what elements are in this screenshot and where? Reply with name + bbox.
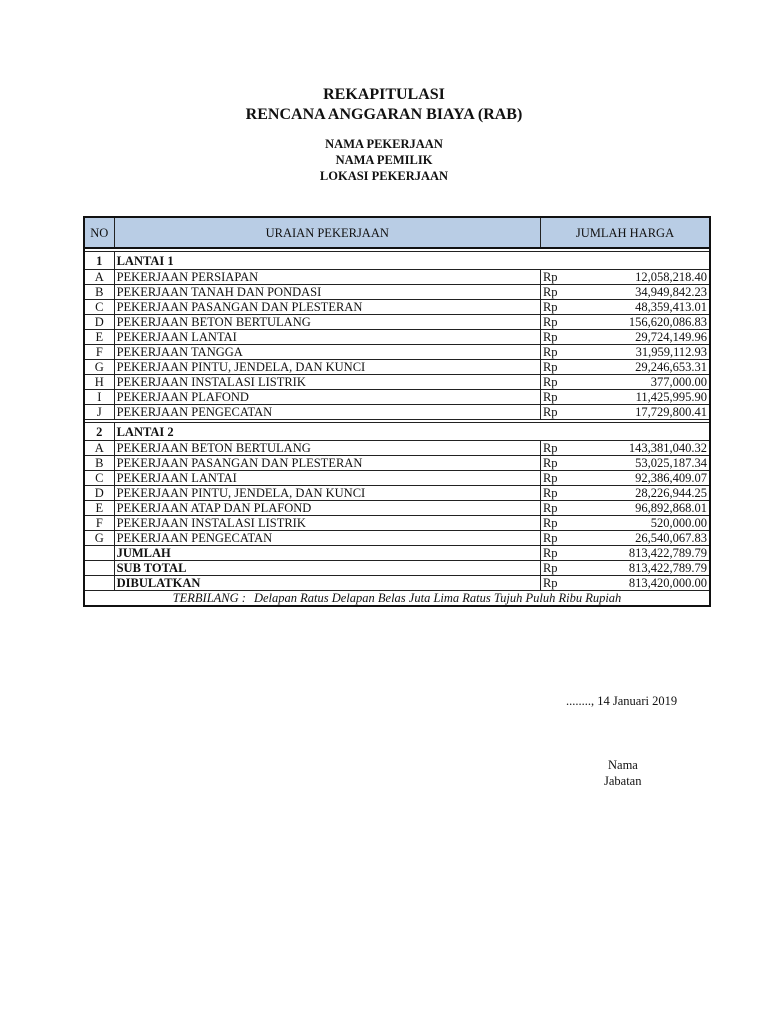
table-row (84, 330, 710, 345)
currency-label: Rp (540, 561, 570, 576)
item-amount: 11,425,995.90 (571, 390, 710, 405)
table-row (84, 501, 710, 516)
item-description: PEKERJAAN PASANGAN DAN PLESTERAN (114, 300, 540, 315)
total-row (84, 546, 710, 561)
item-amount: 12,058,218.40 (571, 270, 710, 285)
item-amount: 17,729,800.41 (571, 405, 710, 420)
item-amount: 26,540,067.83 (571, 531, 710, 546)
project-name-label: NAMA PEKERJAAN (325, 137, 443, 151)
total-label: SUB TOTAL (114, 561, 540, 576)
currency-label: Rp (540, 330, 570, 345)
currency-label: Rp (540, 531, 570, 546)
item-code: H (84, 375, 114, 390)
total-no (84, 546, 114, 561)
project-location-label: LOKASI PEKERJAAN (319, 169, 449, 183)
section-name: LANTAI 2 (114, 423, 710, 441)
column-header-no: NO (84, 217, 114, 248)
item-description: PEKERJAAN PENGECATAN (114, 405, 540, 420)
item-amount: 96,892,868.01 (571, 501, 710, 516)
item-amount: 29,724,149.96 (571, 330, 710, 345)
currency-label: Rp (540, 375, 570, 390)
currency-label: Rp (540, 486, 570, 501)
owner-name-label: NAMA PEMILIK (335, 153, 433, 167)
table-row (84, 300, 710, 315)
table-row (84, 360, 710, 375)
table-row (84, 345, 710, 360)
item-code: D (84, 315, 114, 330)
terbilang-row (84, 591, 710, 607)
table-row (84, 375, 710, 390)
item-code: E (84, 501, 114, 516)
item-amount: 34,949,842.23 (571, 285, 710, 300)
currency-label: Rp (540, 471, 570, 486)
item-description: PEKERJAAN PENGECATAN (114, 531, 540, 546)
item-description: PEKERJAAN PINTU, JENDELA, DAN KUNCI (114, 360, 540, 375)
item-description: PEKERJAAN LANTAI (114, 330, 540, 345)
currency-label: Rp (540, 360, 570, 375)
section-number: 2 (84, 423, 114, 441)
terbilang-cell (84, 591, 710, 607)
section-name: LANTAI 1 (114, 252, 710, 270)
item-amount: 520,000.00 (571, 516, 710, 531)
item-amount: 53,025,187.34 (571, 456, 710, 471)
item-description: PEKERJAAN TANGGA (114, 345, 540, 360)
item-amount: 92,386,409.07 (571, 471, 710, 486)
table-row (84, 315, 710, 330)
terbilang-label: TERBILANG : (172, 591, 246, 605)
item-description: PEKERJAAN BETON BERTULANG (114, 441, 540, 456)
item-description: PEKERJAAN TANAH DAN PONDASI (114, 285, 540, 300)
item-amount: 31,959,112.93 (571, 345, 710, 360)
signature-date: ........, 14 Januari 2019 (566, 694, 678, 708)
item-amount: 29,246,653.31 (571, 360, 710, 375)
table-row (84, 486, 710, 501)
table-row (84, 516, 710, 531)
currency-label: Rp (540, 270, 570, 285)
item-code: F (84, 516, 114, 531)
item-code: B (84, 456, 114, 471)
currency-label: Rp (540, 546, 570, 561)
currency-label: Rp (540, 441, 570, 456)
item-amount: 48,359,413.01 (571, 300, 710, 315)
item-code: F (84, 345, 114, 360)
item-amount: 156,620,086.83 (571, 315, 710, 330)
total-row (84, 576, 710, 591)
table-row (84, 456, 710, 471)
item-description: PEKERJAAN INSTALASI LISTRIK (114, 516, 540, 531)
item-code: G (84, 360, 114, 375)
item-code: J (84, 405, 114, 420)
item-code: E (84, 330, 114, 345)
total-amount: 813,420,000.00 (571, 576, 710, 591)
item-code: G (84, 531, 114, 546)
rab-summary-table (83, 216, 711, 607)
currency-label: Rp (540, 315, 570, 330)
item-amount: 377,000.00 (571, 375, 710, 390)
item-description: PEKERJAAN PERSIAPAN (114, 270, 540, 285)
table-row (84, 471, 710, 486)
total-label: JUMLAH (114, 546, 540, 561)
section-number: 1 (84, 252, 114, 270)
item-description: PEKERJAAN INSTALASI LISTRIK (114, 375, 540, 390)
item-code: D (84, 486, 114, 501)
item-code: B (84, 285, 114, 300)
item-code: C (84, 300, 114, 315)
currency-label: Rp (540, 345, 570, 360)
total-amount: 813,422,789.79 (571, 561, 710, 576)
currency-label: Rp (540, 576, 570, 591)
section-row (84, 252, 710, 270)
currency-label: Rp (540, 405, 570, 420)
signatory-name: Nama (608, 758, 638, 772)
item-description: PEKERJAAN BETON BERTULANG (114, 315, 540, 330)
item-description: PEKERJAAN LANTAI (114, 471, 540, 486)
section-row (84, 423, 710, 441)
item-code: I (84, 390, 114, 405)
table-row (84, 441, 710, 456)
item-code: C (84, 471, 114, 486)
total-row (84, 561, 710, 576)
item-description: PEKERJAAN PASANGAN DAN PLESTERAN (114, 456, 540, 471)
currency-label: Rp (540, 300, 570, 315)
document-subtitle: RENCANA ANGGARAN BIAYA (RAB) (245, 106, 523, 123)
item-code: A (84, 270, 114, 285)
total-label: DIBULATKAN (114, 576, 540, 591)
terbilang-text: Delapan Ratus Delapan Belas Juta Lima Ratus Tujuh Puluh Ribu Rupiah (253, 591, 622, 605)
column-header-uraian: URAIAN PEKERJAAN (114, 217, 540, 248)
total-amount: 813,422,789.79 (571, 546, 710, 561)
total-no (84, 576, 114, 591)
currency-label: Rp (540, 516, 570, 531)
document-title: REKAPITULASI (323, 86, 445, 103)
item-description: PEKERJAAN ATAP DAN PLAFOND (114, 501, 540, 516)
table-row (84, 270, 710, 285)
item-description: PEKERJAAN PLAFOND (114, 390, 540, 405)
table-row (84, 390, 710, 405)
item-amount: 28,226,944.25 (571, 486, 710, 501)
currency-label: Rp (540, 390, 570, 405)
currency-label: Rp (540, 285, 570, 300)
signatory-position: Jabatan (604, 774, 642, 788)
column-header-jumlah: JUMLAH HARGA (540, 217, 710, 248)
table-header-row (84, 217, 710, 248)
total-no (84, 561, 114, 576)
currency-label: Rp (540, 456, 570, 471)
table-row (84, 531, 710, 546)
table-row (84, 285, 710, 300)
table-row (84, 405, 710, 420)
item-amount: 143,381,040.32 (571, 441, 710, 456)
item-description: PEKERJAAN PINTU, JENDELA, DAN KUNCI (114, 486, 540, 501)
currency-label: Rp (540, 501, 570, 516)
item-code: A (84, 441, 114, 456)
